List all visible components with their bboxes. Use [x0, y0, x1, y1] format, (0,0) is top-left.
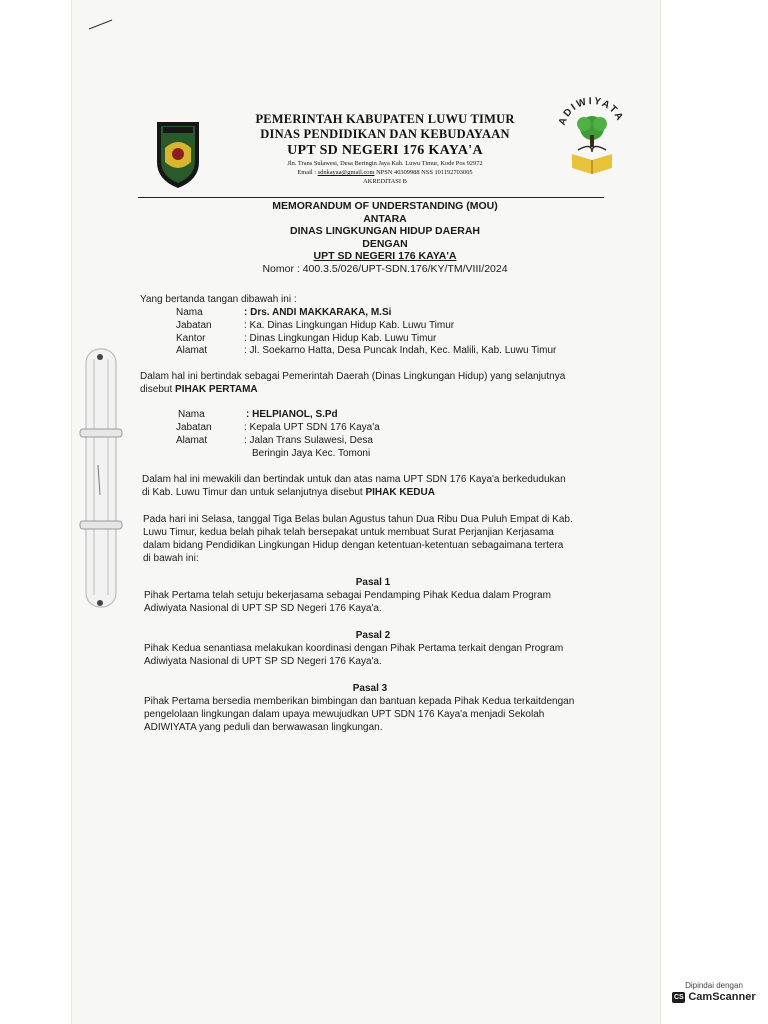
letterhead-contact: Email : sdnkayaa@gmail.com NPSN 40309988 NSS 101192703005 [297, 169, 473, 176]
title-line-2: ANTARA [363, 212, 407, 225]
email-link[interactable]: sdnkayaa@gmail.com [317, 169, 375, 176]
camscanner-caption: Dipindai dengan [685, 981, 743, 990]
party1-desc-line2: disebut PIHAK PERTAMA [140, 384, 258, 395]
camscanner-brand: CamScanner [688, 991, 756, 1003]
letterhead [200, 112, 570, 186]
title-line-5: UPT SD NEGERI 176 KAYA'A [313, 250, 457, 262]
pen-stroke-mark [88, 18, 114, 30]
letterhead-address: Jln. Trans Sulawesi, Desa Beringin Jaya Kab. Luwu Timur, Kode Pos 92972 [287, 160, 483, 167]
title-line-4: DENGAN [362, 237, 408, 250]
letterhead-school-name: UPT SD NEGERI 176 KAYA'A [287, 143, 483, 158]
agreement-line3: dalam bidang Pendidikan Lingkungan Hidup dengan ketentuan-ketentuan sebagaimana tertera [143, 540, 564, 551]
document-title [200, 200, 570, 275]
pasal2-heading: Pasal 2 [355, 630, 391, 641]
binder-clip-image [78, 345, 124, 613]
agreement-line1: Pada hari ini Selasa, tanggal Tiga Belas bulan Agustus tahun Dua Ribu Dua Puluh Empat di Kab. [143, 514, 573, 525]
pasal1-line2: Adiwiyata Nasional di UPT SP SD Negeri 176 Kaya'a. [144, 603, 382, 614]
pasal1-line1: Pihak Pertama telah setuju bekerjasama sebagai Pendamping Pihak Kedua dalam Program [144, 590, 551, 601]
pasal3-line2: pengelolaan lingkungan dalam upaya mewujudkan UPT SDN 176 Kaya'a menjadi Sekolah [144, 709, 545, 720]
pasal1-heading: Pasal 1 [355, 577, 391, 588]
letterhead-divider [138, 197, 604, 198]
party2-desc-line2: di Kab. Luwu Timur dan untuk selanjutnya disebut PIHAK KEDUA [142, 487, 435, 498]
pasal2-line1: Pihak Kedua senantiasa melakukan koordinasi dengan Pihak Pertama terkait dengan Program [144, 643, 564, 654]
party1-position-row: Jabatan : Ka. Dinas Lingkungan Hidup Kab. Luwu Timur [176, 320, 455, 331]
party1-desc-line1: Dalam hal ini bertindak sebagai Pemerintah Daerah (Dinas Lingkungan Hidup) yang selanjutnya [140, 371, 566, 382]
party2-address-row: Alamat : Jalan Trans Sulawesi, Desa [176, 435, 373, 446]
document-number: Nomor : 400.3.5/026/UPT-SDN.176/KY/TM/VIII/2024 [262, 262, 508, 275]
party1-office-row: Kantor : Dinas Lingkungan Hidup Kab. Luwu Timur [176, 333, 437, 344]
pasal3-line3: ADIWIYATA yang peduli dan berwawasan lingkungan. [144, 722, 383, 733]
camscanner-watermark [668, 980, 760, 1010]
title-line-3: DINAS LINGKUNGAN HIDUP DAERAH [290, 225, 480, 237]
party2-name-row: Nama : HELPIANOL, S.Pd [178, 409, 338, 420]
party2-address-cont: Beringin Jaya Kec. Tomoni [252, 448, 371, 459]
luwu-timur-crest-logo [153, 118, 203, 190]
letterhead-department: DINAS PENDIDIKAN DAN KEBUDAYAAN [260, 127, 510, 141]
party1-name-row: Nama : Drs. ANDI MAKKARAKA, M.Si [176, 307, 392, 318]
pasal2-line2: Adiwiyata Nasional di UPT SP SD Negeri 176 Kaya'a. [144, 656, 382, 667]
agreement-line4: di bawah ini: [143, 553, 199, 564]
pasal3-line1: Pihak Pertama bersedia memberikan bimbingan dan bantuan kepada Pihak Kedua terkaitdengan [144, 696, 575, 707]
title-line-1: MEMORANDUM OF UNDERSTANDING (MOU) [272, 200, 498, 212]
letterhead-government: PEMERINTAH KABUPATEN LUWU TIMUR [255, 112, 515, 126]
party2-desc-line1: Dalam hal ini mewakili dan bertindak untuk dan atas nama UPT SDN 176 Kaya'a berkedudukan [142, 474, 566, 485]
adiwiyata-logo-text: ADIWIYATA [556, 95, 626, 128]
letterhead-accreditation: AKREDITASI B [363, 178, 407, 185]
agreement-line2: Luwu Timur, kedua belah pihak telah bersepakat untuk membuat Surat Perjanjian Kerjasama [143, 527, 554, 538]
intro-text: Yang bertanda tangan dibawah ini : [140, 294, 297, 305]
party2-position-row: Jabatan : Kepala UPT SDN 176 Kaya'a [176, 422, 380, 433]
camscanner-icon: CS [673, 993, 684, 1001]
pasal3-heading: Pasal 3 [352, 683, 388, 694]
party1-address-row: Alamat : Jl. Soekarno Hatta, Desa Puncak Indah, Kec. Malili, Kab. Luwu Timur [176, 345, 557, 356]
